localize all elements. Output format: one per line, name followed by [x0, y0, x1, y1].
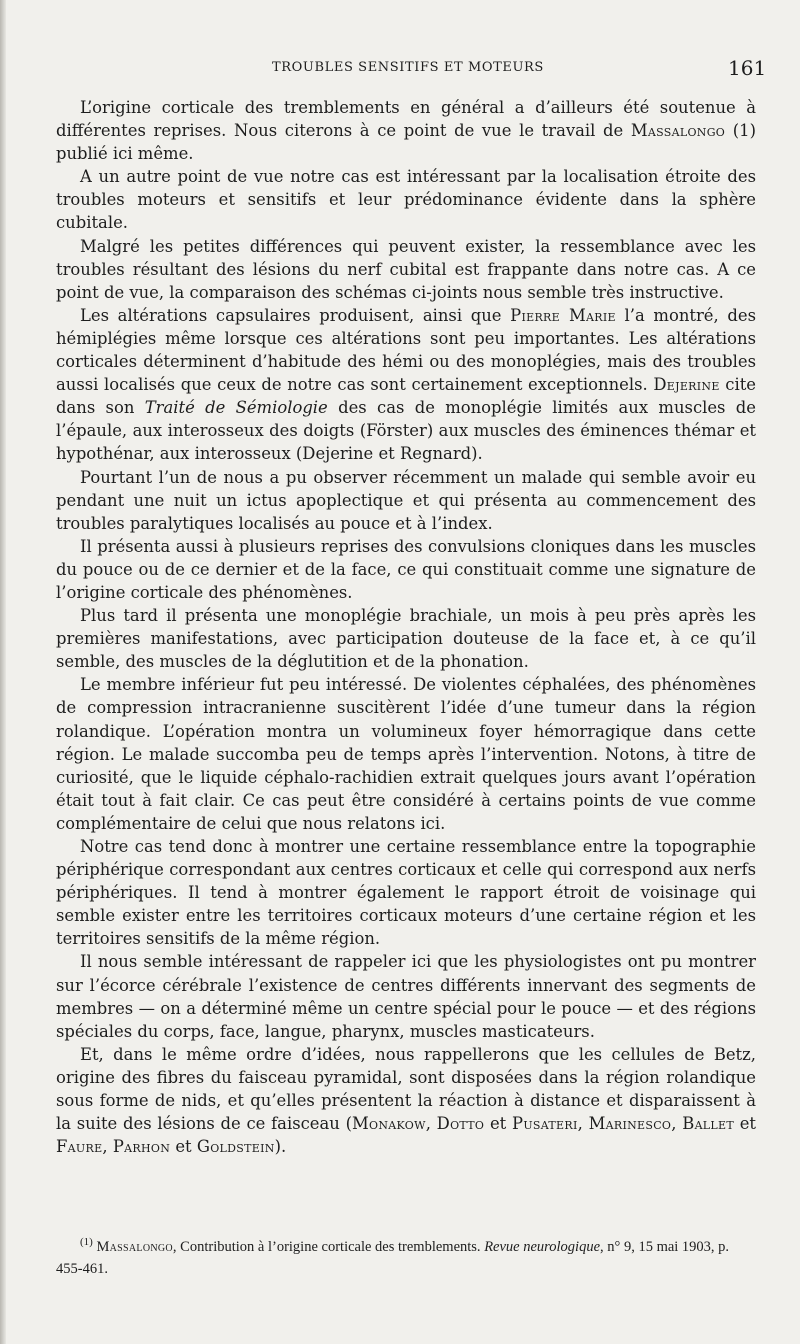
- author-name: Faure: [56, 1137, 103, 1157]
- text-run: Les altérations capsulaires produisent, ainsi que: [80, 305, 511, 325]
- text-run: Il présenta aussi à plusieurs reprises des convulsions cloniques dans les muscles du pouce ou de ce dernier et de la face, ce qui constituait comme une signature de l’origine corticale des phénomènes.: [56, 536, 756, 602]
- text-run: Et, dans le même ordre d’idées, nous rappellerons que les cellules de Betz, origine des fibres du faisceau pyramidal, sont disposées dans la région rolandique sous forme de nids, et qu’elles présentent la réaction à distance et disparaissent à la suite des lésions de ce faisceau (: [56, 1044, 756, 1134]
- body-text: [56, 96, 756, 1158]
- author-name: Monakow: [351, 1114, 426, 1134]
- paragraph: [56, 604, 756, 673]
- paragraph: [56, 673, 756, 835]
- author-name: Pierre Marie: [510, 305, 616, 325]
- text-run: ,: [425, 1114, 437, 1134]
- author-name: Massalongo: [630, 121, 726, 141]
- paragraph: [56, 950, 756, 1042]
- footnote-marker: (1): [80, 1236, 93, 1248]
- author-name: Pusateri: [512, 1114, 578, 1134]
- paragraph: [56, 304, 756, 466]
- text-run: ,: [102, 1137, 113, 1157]
- paragraph: [56, 235, 756, 304]
- paragraph: [56, 835, 756, 950]
- paragraph: [56, 165, 756, 234]
- text-run: Pourtant l’un de nous a pu observer récemment un malade qui semble avoir eu pendant une nuit un ictus apoplectique et qui présenta au commencement des troubles paralytiques localisés au pouce et à l’index.: [56, 467, 756, 533]
- text-run: et: [170, 1137, 197, 1157]
- paragraph: [56, 1043, 756, 1158]
- page-number: 161: [728, 56, 767, 80]
- text-run: L’origine corticale des tremblements en général a d’ailleurs été soutenue à différentes reprises. Nous citerons à ce point de vue le travail de: [56, 98, 756, 141]
- author-name: Goldstein: [196, 1137, 275, 1157]
- text-run: des cas de monoplégie limités aux muscles de l’épaule, aux interosseux des doigts (Förster) aux muscles des éminences thémar et hypothénar, aux interosseux (Dejerine et Regnard).: [56, 398, 756, 464]
- footnote: [56, 1231, 756, 1280]
- author-name: Ballet: [682, 1114, 734, 1134]
- footnote-author: Massalongo: [96, 1238, 173, 1255]
- text-run: Notre cas tend donc à montrer une certaine ressemblance entre la topographie périphérique correspondant aux centres corticaux et celle qui correspond aux nerfs périphériques. Il tend à montrer également le rapport étroit de voisinage qui semble exister entre les territoires corticaux moteurs d’une certaine région et les territoires sensitifs de la même région.: [56, 837, 756, 949]
- text-run: Malgré les petites différences qui peuvent exister, la ressemblance avec les troubles résultant des lésions du nerf cubital est frappante dans notre cas. A ce point de vue, la comparaison des schémas ci-joints nous semble très instructive.: [56, 236, 756, 302]
- text-run: l’a montré, des hémiplégies même lorsque ces altérations sont peu importantes. Les altérations corticales déterminent d’habitude des hémi ou des monoplégies, mais des troubles aussi localisés que ceux de notre cas sont certainement exceptionnels.: [56, 305, 756, 395]
- footnote-journal: Revue neurologique: [484, 1238, 601, 1255]
- author-name: Marinesco: [588, 1114, 672, 1134]
- footnote-citation: , n° 9, 15 mai 1903, p. 455-461.: [56, 1238, 730, 1277]
- book-title: Traité de Sémiologie: [144, 398, 328, 418]
- text-run: ,: [577, 1114, 589, 1134]
- text-run: et: [484, 1114, 513, 1134]
- running-head: [0, 56, 800, 80]
- paragraph: [56, 96, 756, 165]
- author-name: Dotto: [436, 1114, 485, 1134]
- text-run: Le membre inférieur fut peu intéressé. De violentes céphalées, des phénomènes de compression intracranienne suscitèrent l’idée d’une tumeur dans la région rolandique. L’opération montra un volumineux foyer hémorragique dans cette région. Le malade succomba peu de temps après l’intervention. Notons, à titre de curiosité, que le liquide céphalo-rachidien extrait quelques jours avant l’opération était tout à fait clair. Ce cas peut être considéré à certains points de vue comme complémentaire de celui que nous relatons ici.: [56, 675, 756, 833]
- text-run: ).: [274, 1137, 287, 1157]
- footnote-title: , Contribution à l’origine corticale des tremblements.: [172, 1238, 485, 1255]
- page-edge: [0, 0, 6, 1344]
- author-name: Dejerine: [653, 375, 720, 395]
- running-title: TROUBLES SENSITIFS ET MOTEURS: [272, 60, 544, 75]
- paragraph: [56, 535, 756, 604]
- text-run: Plus tard il présenta une monoplégie brachiale, un mois à peu près après les premières manifestations, avec participation douteuse de la face et, à ce qu’il semble, des muscles de la déglutition et de la phonation.: [56, 606, 756, 672]
- author-name: Parhon: [112, 1137, 171, 1157]
- text-run: A un autre point de vue notre cas est intéressant par la localisation étroite des troubles moteurs et sensitifs et leur prédominance évidente dans la sphère cubitale.: [56, 167, 756, 233]
- text-run: Il nous semble intéressant de rappeler ici que les physiologistes ont pu montrer sur l’écorce cérébrale l’existence de centres différents innervant des segments de membres — on a déterminé même un centre spécial pour le pouce — et des régions spéciales du corps, face, langue, pharynx, muscles masticateurs.: [56, 952, 756, 1041]
- paragraph: [56, 466, 756, 535]
- text-run: et: [733, 1114, 757, 1134]
- text-run: cite dans son: [56, 375, 756, 418]
- text-run: ,: [671, 1114, 683, 1134]
- text-run: (1) publié ici même.: [56, 121, 756, 164]
